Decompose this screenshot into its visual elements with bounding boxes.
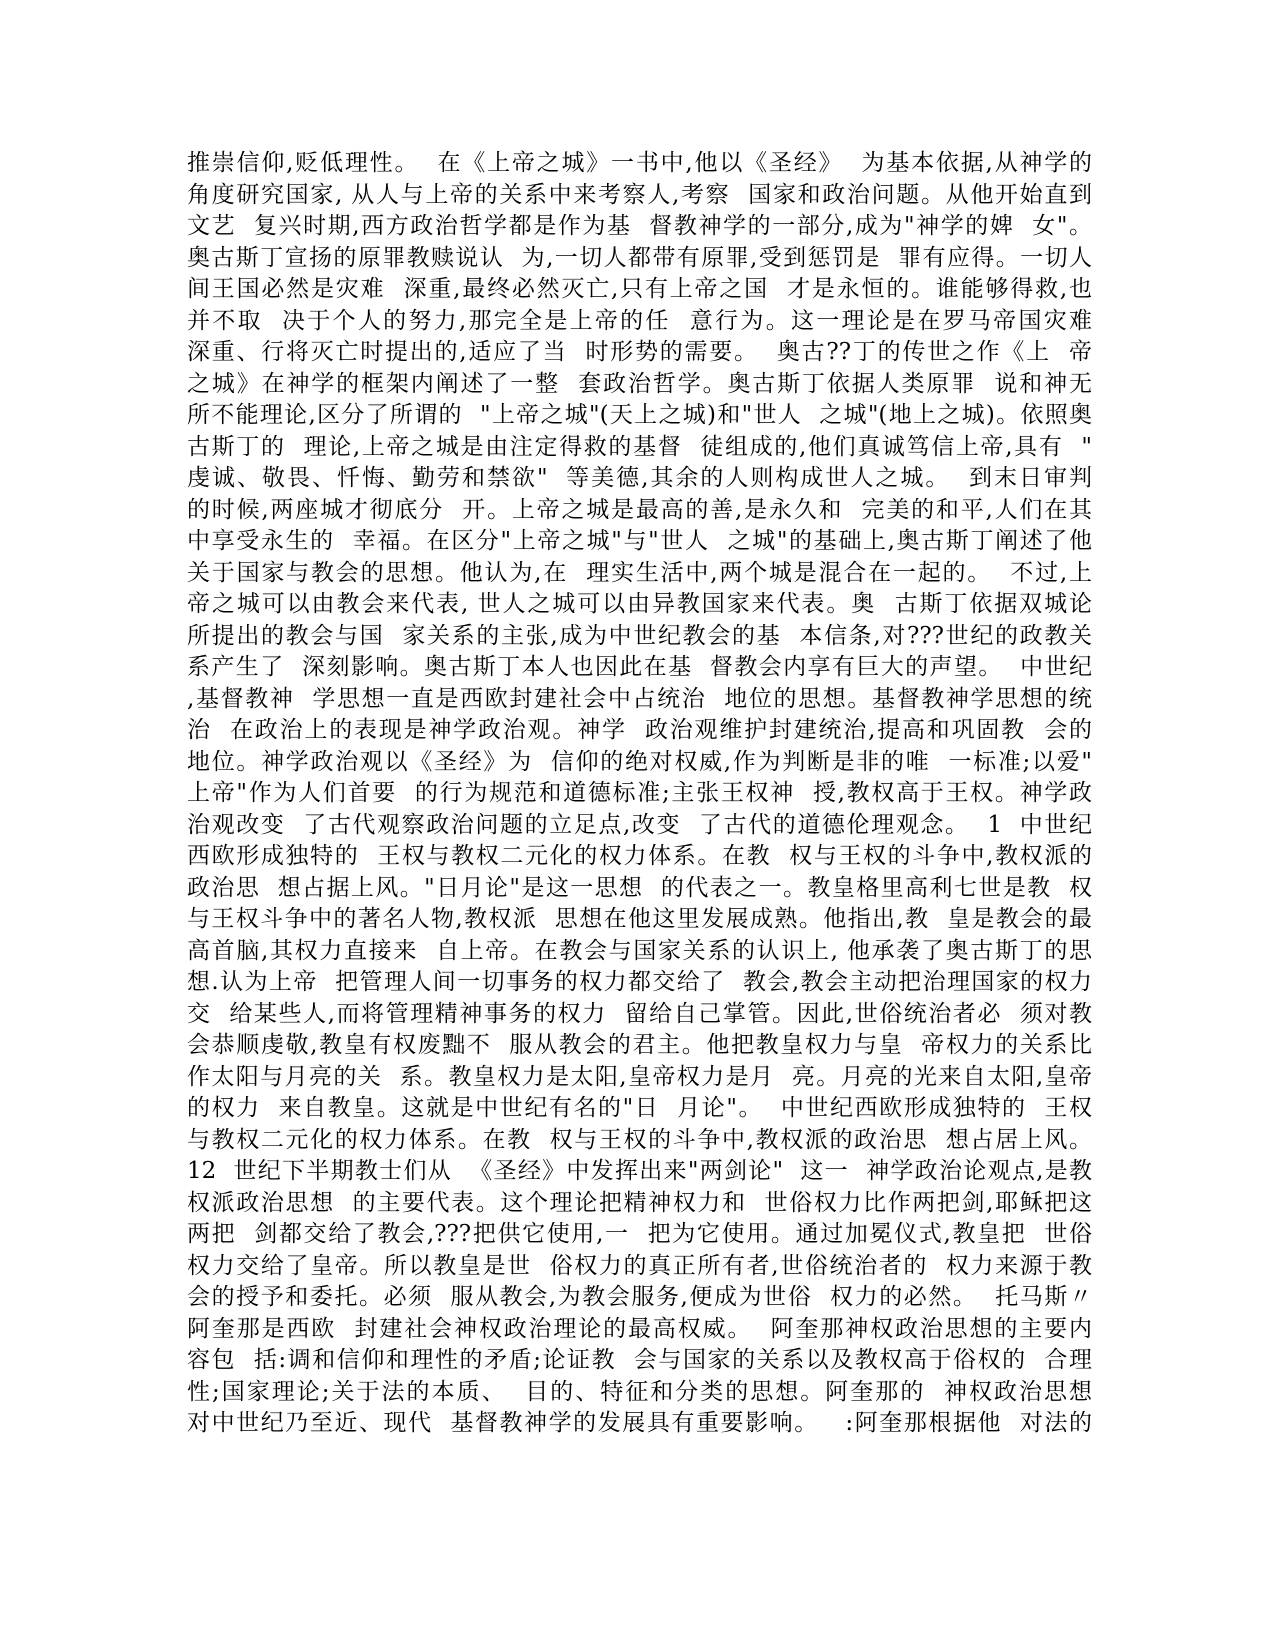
text-line: 关于国家与教会的思想。他认为,在 理实生活中,两个城是混合在一起的。 不过,上 <box>187 559 1092 586</box>
text-line: 与教权二元化的权力体系。在教 权与王权的斗争中,教权派的政治思 想占居上风。 <box>187 1126 1092 1153</box>
text-line: 性;国家理论;关于法的本质、 目的、特征和分类的思想。阿奎那的 神权政治思想 <box>187 1378 1092 1405</box>
text-line: 想.认为上帝 把管理人间一切事务的权力都交给了 教会,教会主动把治理国家的权力 <box>187 969 1092 995</box>
text-line: 虔诚、敬畏、忏悔、勤劳和禁欲" 等美德,其余的人则构成世人之城。 到末日审判 <box>187 465 1092 491</box>
text-line: 间王国必然是灾难 深重,最终必然灭亡,只有上帝之国 才是永恒的。谁能够得救,也 <box>187 276 1092 302</box>
text-line: 高首脑,其权力直接来 自上帝。在教会与国家关系的认识上, 他承袭了奥古斯丁的思 <box>187 937 1092 964</box>
text-line: ,基督教神 学思想一直是西欧封建社会中占统治 地位的思想。基督教神学思想的统 <box>187 685 1092 712</box>
text-line: 对中世纪乃至近、现代 基督教神学的发展具有重要影响。 :阿奎那根据他 对法的 <box>187 1410 1092 1436</box>
text-line: 所不能理论,区分了所谓的 "上帝之城"(天上之城)和"世人 之城"(地上之城)。依照奥 <box>187 402 1092 428</box>
text-line: 地位。神学政治观以《圣经》为 信仰的绝对权威,作为判断是非的唯 一标准;以爱" <box>187 748 1092 775</box>
text-line: 角度研究国家, 从人与上帝的关系中来考察人,考察 国家和政治问题。从他开始直到 <box>187 181 1092 208</box>
text-line: 并不取 决于个人的努力,那完全是上帝的任 意行为。这一理论是在罗马帝国灾难 <box>187 307 1092 334</box>
text-line: 系产生了 深刻影响。奥古斯丁本人也因此在基 督教会内享有巨大的声望。 中世纪 <box>187 654 1092 680</box>
text-line: 权派政治思想 的主要代表。这个理论把精神权力和 世俗权力比作两把剑,耶稣把这 <box>187 1189 1092 1216</box>
text-line: 权力交给了皇帝。所以教皇是世 俗权力的真正所有者,世俗统治者的 权力来源于教 <box>187 1252 1092 1279</box>
text-line: 交 给某些人,而将管理精神事务的权力 留给自己掌管。因此,世俗统治者必 须对教 <box>187 1000 1092 1027</box>
text-line: 阿奎那是西欧 封建社会神权政治理论的最高权威。 阿奎那神权政治思想的主要内 <box>187 1315 1092 1342</box>
text-line: 之城》在神学的框架内阐述了一整 套政治哲学。奥古斯丁依据人类原罪 说和神无 <box>187 370 1092 397</box>
text-line: 奥古斯丁宣扬的原罪教赎说认 为,一切人都带有原罪,受到惩罚是 罪有应得。一切人 <box>187 244 1092 271</box>
text-line: 政治思 想占据上风。"日月论"是这一思想 的代表之一。教皇格里高利七世是教 权 <box>187 874 1092 901</box>
text-line: 推崇信仰,贬低理性。 在《上帝之城》一书中,他以《圣经》 为基本依据,从神学的 <box>187 150 1092 176</box>
text-line: 帝之城可以由教会来代表, 世人之城可以由异教国家来代表。奥 古斯丁依据双城论 <box>187 591 1092 617</box>
body-text <box>187 148 1092 1440</box>
text-line: 所提出的教会与国 家关系的主张,成为中世纪教会的基 本信条,对???世纪的政教关 <box>187 622 1092 649</box>
text-line: 深重、行将灭亡时提出的,适应了当 时形势的需要。 奥古??丁的传世之作《上 帝 <box>187 339 1092 365</box>
text-line: 容包 括:调和信仰和理性的矛盾;论证教 会与国家的关系以及教权高于俗权的 合理 <box>187 1347 1092 1373</box>
text-line: 文艺 复兴时期,西方政治哲学都是作为基 督教神学的一部分,成为"神学的婢 女"。 <box>187 213 1092 239</box>
text-line: 上帝"作为人们首要 的行为规范和道德标准;主张王权神 授,教权高于王权。神学政 <box>187 780 1092 806</box>
text-line: 治 在政治上的表现是神学政治观。神学 政治观维护封建统治,提高和巩固教 会的 <box>187 717 1092 743</box>
text-line: 两把 剑都交给了教会,???把供它使用,一 把为它使用。通过加冕仪式,教皇把 世俗 <box>187 1221 1092 1247</box>
text-line: 12 世纪下半期教士们从 《圣经》中发挥出来"两剑论" 这一 神学政治论观点,是教 <box>187 1158 1092 1184</box>
text-line: 会恭顺虔敬,教皇有权废黜不 服从教会的君主。他把教皇权力与皇 帝权力的关系比 <box>187 1032 1092 1058</box>
text-line: 中享受永生的 幸福。在区分"上帝之城"与"世人 之城"的基础上,奥古斯丁阐述了他 <box>187 528 1092 554</box>
text-line: 的时候,两座城才彻底分 开。上帝之城是最高的善,是永久和 完美的和平,人们在其 <box>187 496 1092 523</box>
text-line: 西欧形成独特的 王权与教权二元化的权力体系。在教 权与王权的斗争中,教权派的 <box>187 843 1092 869</box>
text-line: 作太阳与月亮的关 系。教皇权力是太阳,皇帝权力是月 亮。月亮的光来自太阳,皇帝 <box>187 1063 1092 1090</box>
text-line: 与王权斗争中的著名人物,教权派 思想在他这里发展成熟。他指出,教 皇是教会的最 <box>187 906 1092 932</box>
text-line: 治观改变 了古代观察政治问题的立足点,改变 了古代的道德伦理观念。 1 中世纪 <box>187 811 1092 838</box>
text-line: 古斯丁的 理论,上帝之城是由注定得救的基督 徒组成的,他们真诚笃信上帝,具有 " <box>187 433 1092 460</box>
text-line: 会的授予和委托。必须 服从教会,为教会服务,便成为世俗 权力的必然。 托马斯〃 <box>187 1284 1092 1310</box>
text-line: 的权力 来自教皇。这就是中世纪有名的"日 月论"。 中世纪西欧形成独特的 王权 <box>187 1095 1092 1121</box>
